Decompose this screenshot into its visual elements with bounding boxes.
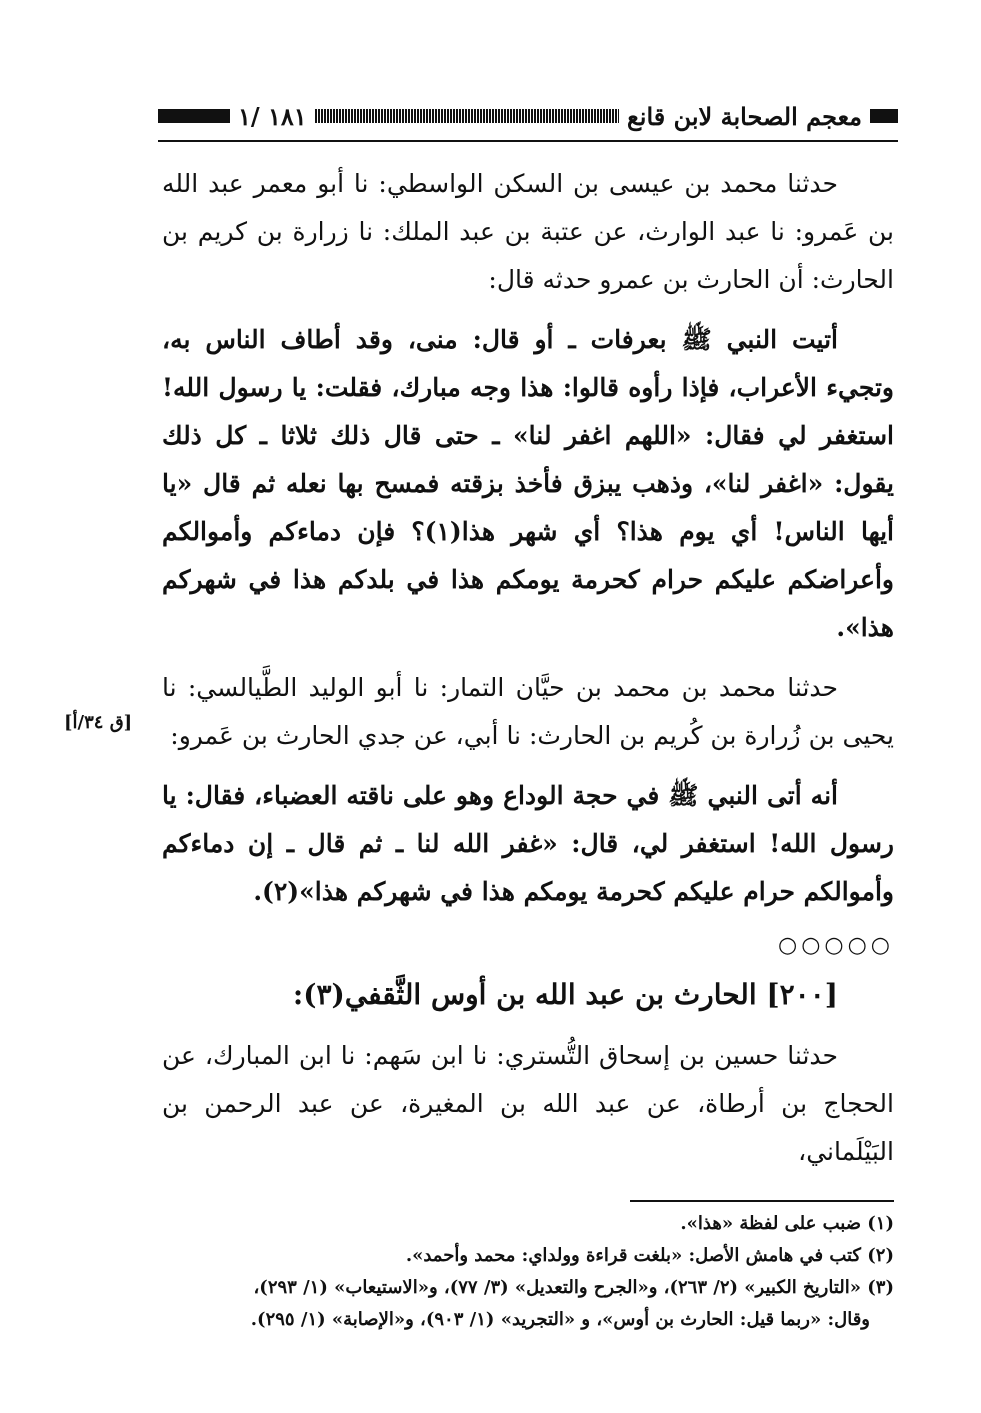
isnad-paragraph: حدثنا محمد بن عيسى بن السكن الواسطي: نا أبو معمر عبد الله بن عَمرو: نا عبد الوارث، عن عتبة بن عبد الملك: نا زرارة بن كريم بن الحارث: أن الحارث بن عمرو حدثه قال:	[162, 169, 894, 294]
header-hatched-bar	[315, 109, 619, 123]
hadith-paragraph: أتيت النبي ﷺ بعرفات ـ أو قال: منى، وقد أطاف الناس به، وتجيء الأعراب، فإذا رأوه قالوا: هذا وجه مبارك، فقلت: يا رسول الله! استغفر لي فقال: «اللهم اغفر لنا» ـ حتى قال ذلك ثلاثا ـ كل ذلك يقول: «اغفر لنا»، وذهب يبزق فأخذ بزقته فمسح بها نعله ثم قال «يا أيها الناس! أي يوم هذا؟ أي شهر هذا(١)؟ فإن دماءكم وأموالكم وأعراضكم عليكم حرام كحرمة يومكم هذا في بلدكم هذا في شهركم هذا».	[162, 325, 895, 642]
isnad-paragraph: حدثنا حسين بن إسحاق التُّستري: نا ابن سَهم: نا ابن المبارك، عن الحجاج بن أرطاة، عن عبد الله بن المغيرة، عن عبد الرحمن بن البَيْلَماني،	[162, 1041, 894, 1166]
footnotes	[162, 1208, 894, 1336]
isnad-paragraph: حدثنا محمد بن محمد بن حيَّان التمار: نا أبو الوليد الطَّيالسي: نا يحيى بن زُرارة بن كُريم بن الحارث: نا أبي، عن جدي الحارث بن عَمرو:	[162, 673, 894, 750]
running-header	[158, 96, 898, 136]
footnote-rule	[630, 1200, 894, 1202]
header-ornament-bar	[870, 109, 898, 123]
manuscript-folio-note: [ق ٣٤/أ]	[64, 712, 133, 733]
book-title: معجم الصحابة لابن قانع	[627, 101, 862, 131]
main-text	[162, 160, 894, 1188]
entry-heading: [٢٠٠] الحارث بن عبد الله بن أوس الثَّقفي(٣):	[292, 978, 838, 1011]
footnote: (٢) كتب في هامش الأصل: «بلغت قراءة وولداي: محمد وأحمد».	[405, 1245, 894, 1266]
footnote-continuation: وقال: «ربما قيل: الحارث بن أوس»، و «التجريد» (١/ ٩٠٣)، و«الإصابة» (١/ ٢٩٥).	[250, 1309, 870, 1330]
page-number: ١٨١ /١	[238, 101, 307, 131]
footnote: (٣) «التاريخ الكبير» (٢/ ٢٦٣)، و«الجرح والتعديل» (٣/ ٧٧)، و«الاستيعاب» (١/ ٢٩٣)،	[253, 1277, 894, 1298]
section-divider: ○○○○○	[778, 933, 894, 958]
header-rule	[158, 140, 898, 142]
header-ornament-bar	[158, 109, 230, 123]
footnote: (١) ضبب على لفظة «هذا».	[680, 1213, 894, 1234]
hadith-paragraph: أنه أتى النبي ﷺ في حجة الوداع وهو على ناقته العضباء، فقال: يا رسول الله! استغفر لي، قال: «غفر الله لنا ـ ثم قال ـ إن دماءكم وأموالكم حرام عليكم كحرمة يومكم هذا في شهركم هذا»(٢).	[162, 781, 894, 906]
